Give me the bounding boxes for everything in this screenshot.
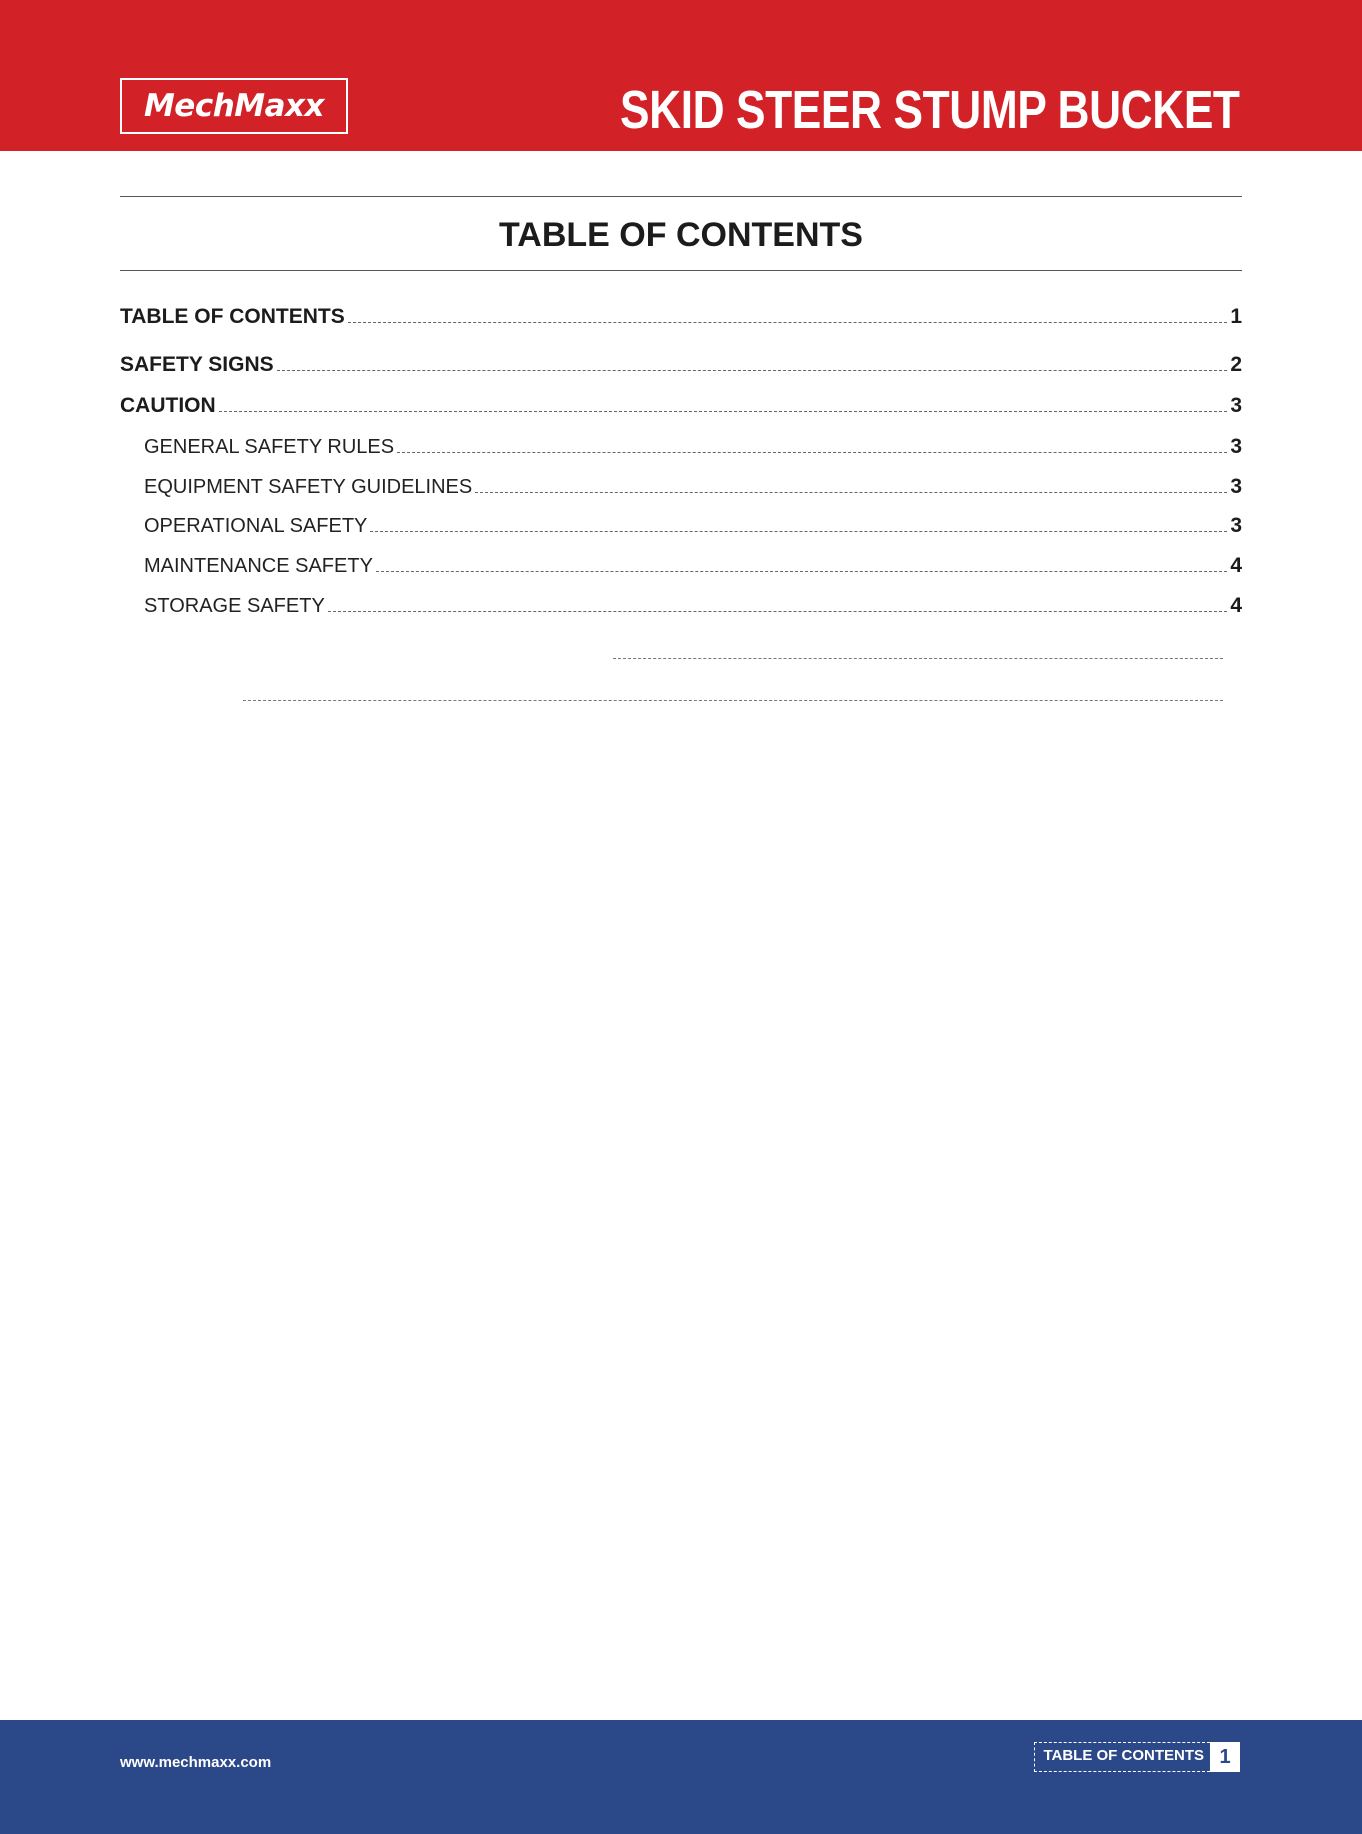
toc-entry-label: EQUIPMENT SAFETY GUIDELINES bbox=[144, 476, 473, 498]
toc-entry-maintenance-safety[interactable] bbox=[144, 549, 1242, 579]
heading-bottom-rule bbox=[120, 270, 1242, 271]
toc-blank-leader bbox=[613, 658, 1223, 659]
toc-entry-label: STORAGE SAFETY bbox=[144, 595, 325, 617]
toc-leader bbox=[328, 611, 1227, 612]
toc-entry-table-of-contents[interactable] bbox=[120, 300, 1242, 330]
toc-entry-caution[interactable] bbox=[120, 389, 1242, 419]
heading-top-rule bbox=[120, 196, 1242, 197]
toc-leader bbox=[348, 322, 1227, 323]
brand-logo: MechMaxx bbox=[120, 78, 348, 134]
toc-entry-label: GENERAL SAFETY RULES bbox=[144, 436, 395, 458]
toc-leader bbox=[475, 492, 1227, 493]
toc-leader bbox=[277, 370, 1227, 371]
footer-section-label: TABLE OF CONTENTS bbox=[1034, 1742, 1210, 1772]
toc-entry-page: 3 bbox=[1230, 514, 1242, 537]
toc-entry-label: SAFETY SIGNS bbox=[120, 353, 274, 376]
footer-page-number: 1 bbox=[1210, 1742, 1240, 1772]
toc-leader bbox=[370, 531, 1227, 532]
page-title: TABLE OF CONTENTS bbox=[499, 216, 863, 254]
toc-entry-page: 1 bbox=[1230, 305, 1242, 328]
toc-blank-leader bbox=[243, 700, 1223, 701]
toc-entry-page: 3 bbox=[1230, 394, 1242, 417]
toc-entry-storage-safety[interactable] bbox=[144, 589, 1242, 619]
toc-entry-page: 2 bbox=[1230, 353, 1242, 376]
toc-entry-label: CAUTION bbox=[120, 394, 216, 417]
footer-section-tag bbox=[1034, 1742, 1240, 1772]
toc-entry-label: TABLE OF CONTENTS bbox=[120, 305, 345, 328]
website-link[interactable]: www.mechmaxx.com bbox=[120, 1754, 272, 1771]
toc-entry-general-safety-rules[interactable] bbox=[144, 430, 1242, 460]
toc-entry-page: 4 bbox=[1230, 594, 1242, 617]
toc-leader bbox=[376, 571, 1227, 572]
toc-entry-operational-safety[interactable] bbox=[144, 509, 1242, 539]
toc-entry-page: 3 bbox=[1230, 435, 1242, 458]
toc-entry-label: OPERATIONAL SAFETY bbox=[144, 515, 368, 537]
toc-entry-safety-signs[interactable] bbox=[120, 348, 1242, 378]
toc-entry-page: 4 bbox=[1230, 554, 1242, 577]
toc-leader bbox=[219, 411, 1227, 412]
document-title: SKID STEER STUMP BUCKET bbox=[620, 80, 1240, 140]
toc-entry-equipment-safety-guidelines[interactable] bbox=[144, 470, 1242, 500]
footer-banner bbox=[0, 1720, 1362, 1834]
toc-entry-page: 3 bbox=[1230, 475, 1242, 498]
toc-leader bbox=[397, 452, 1227, 453]
toc-entry-label: MAINTENANCE SAFETY bbox=[144, 555, 373, 577]
header-banner bbox=[0, 0, 1362, 151]
